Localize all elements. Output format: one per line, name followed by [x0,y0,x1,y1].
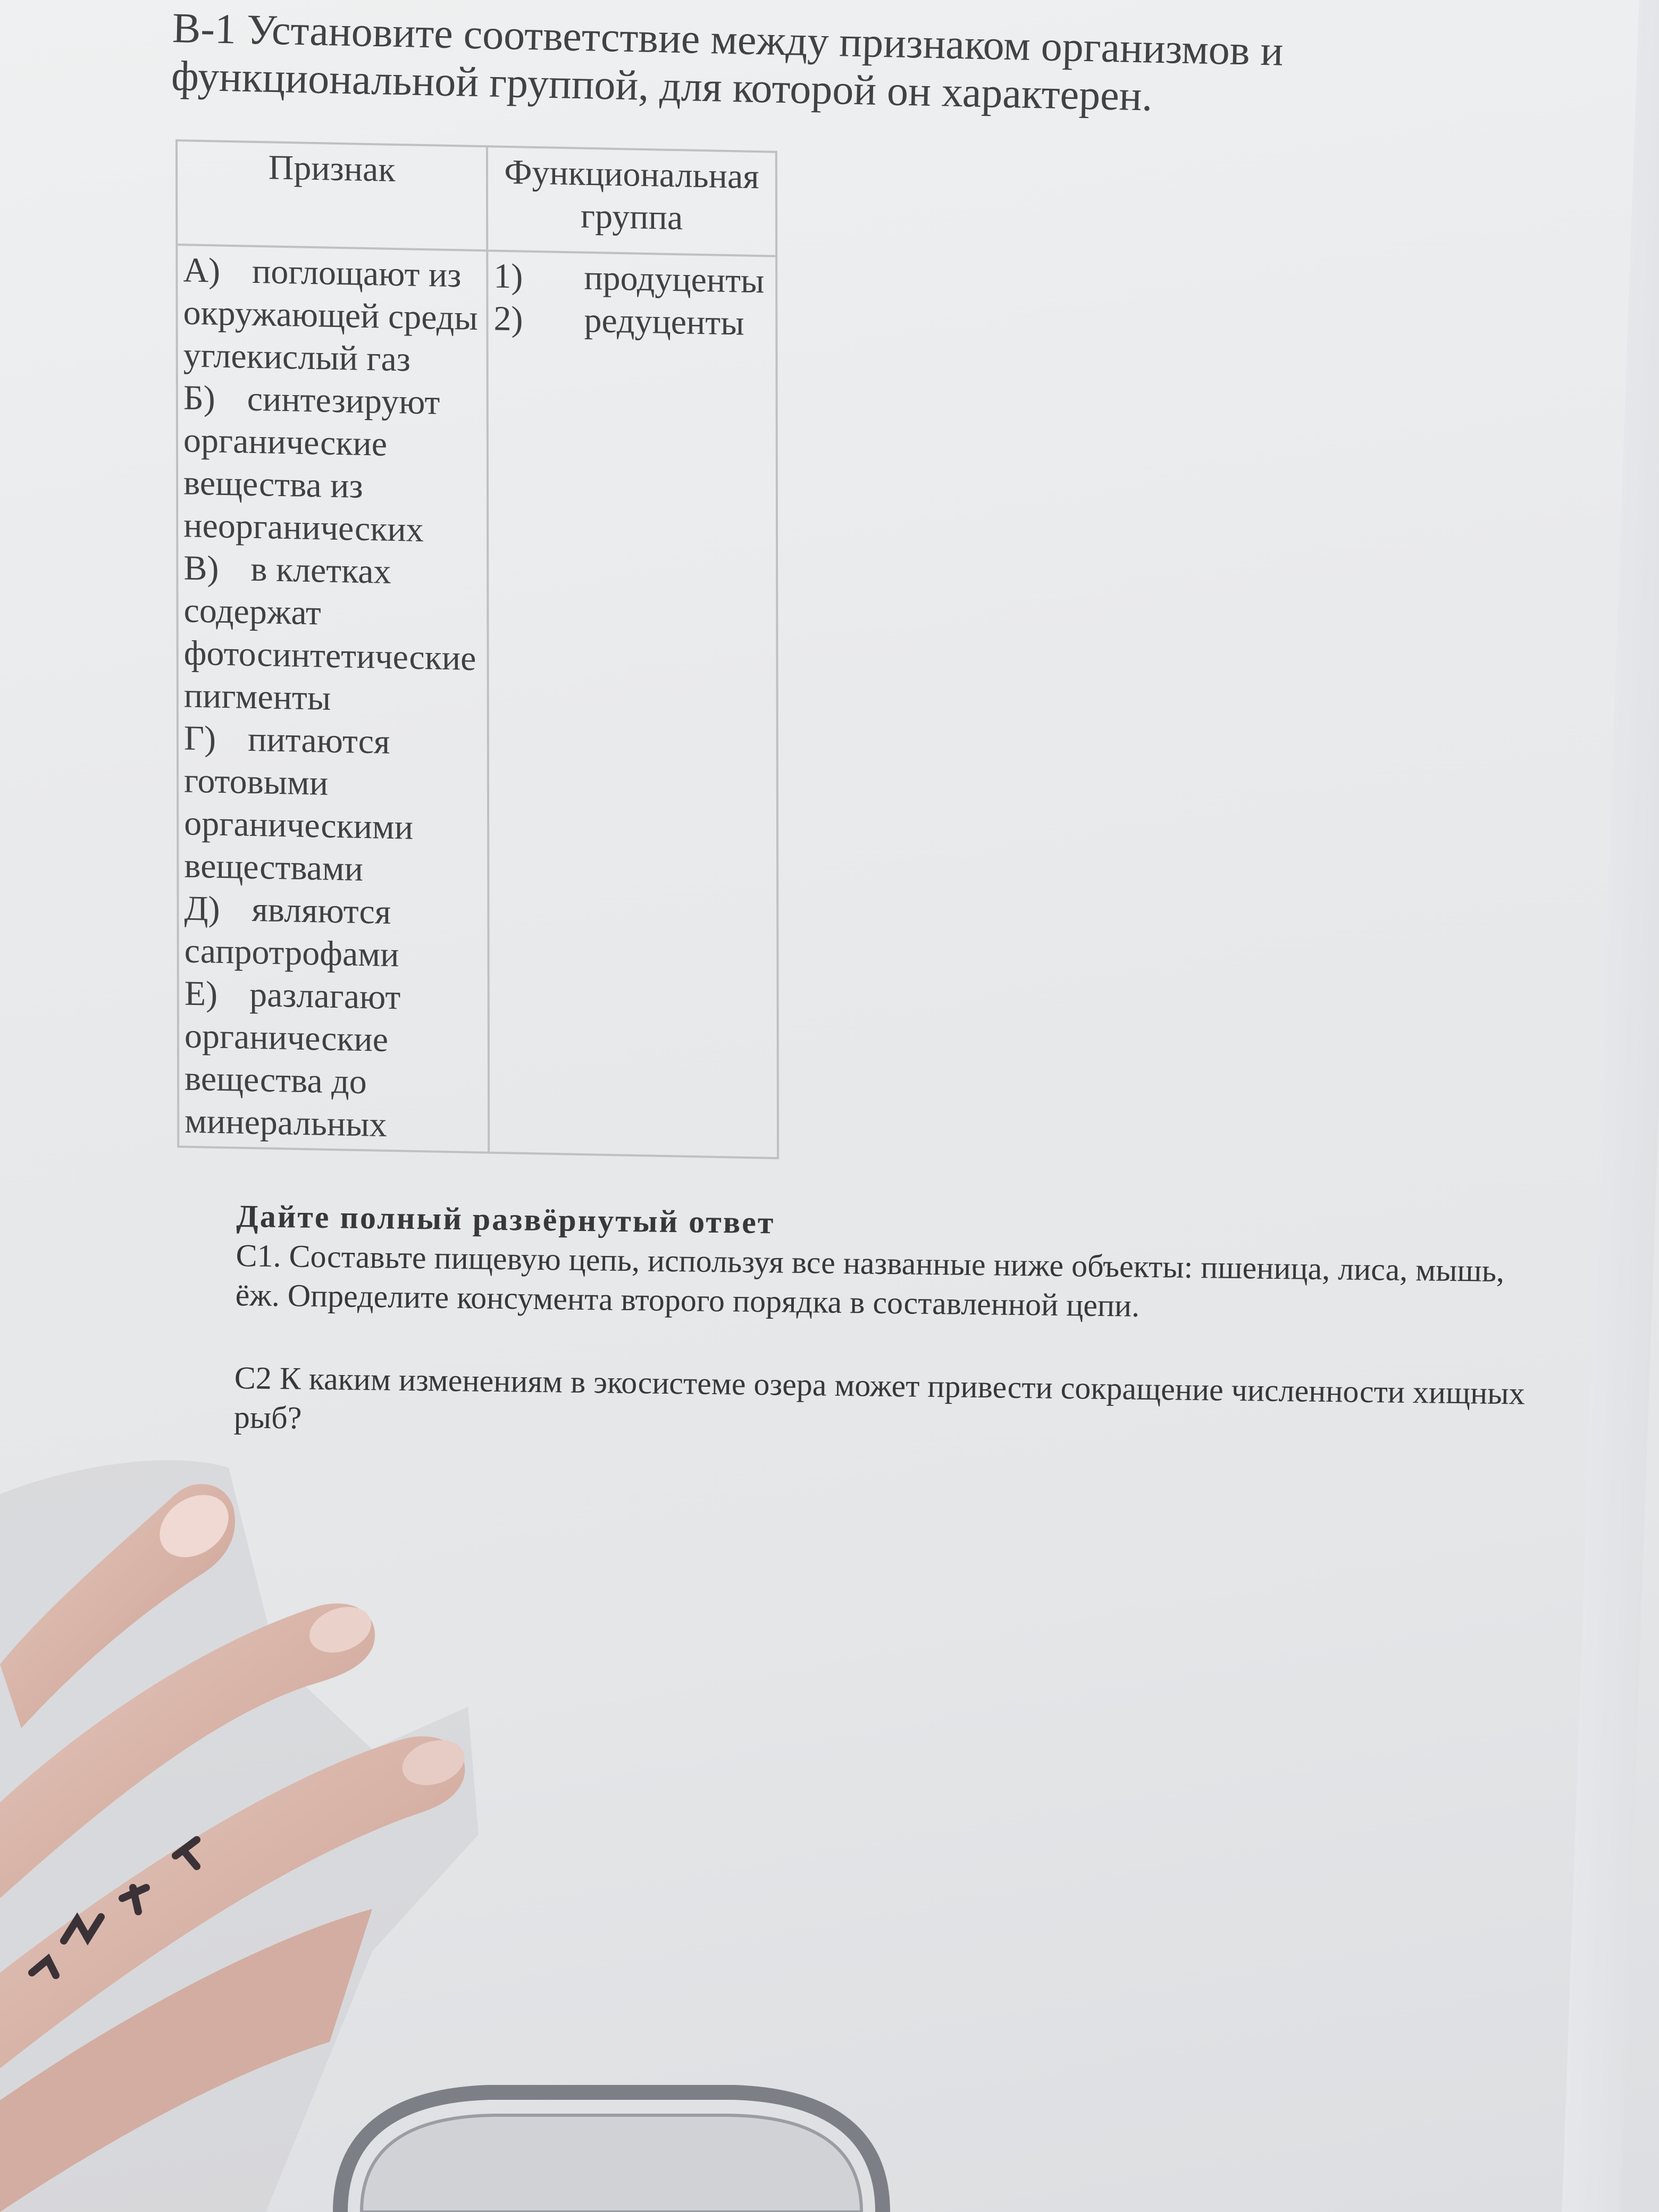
feature-letter: В) [183,548,219,588]
feature-item [185,973,482,1149]
group-text: редуценты [584,300,744,343]
feature-item [184,717,482,893]
feature-text: в клетках содержат фотосинтетические пигменты [183,549,476,718]
feature-text: синтезируют органические вещества из неорганических [183,379,440,550]
part-c-section [233,1196,1549,1453]
feature-text: поглощают из окружающей среды углекислый газ [183,252,478,379]
header-feature: Признак [177,140,487,250]
group-item [493,298,770,346]
feature-letter: Г) [183,718,216,758]
feature-letter: Е) [184,974,218,1013]
feature-text: разлагают органические вещества до минеральных [184,975,401,1144]
feature-item [183,249,481,382]
features-cell [177,245,489,1153]
header-group: Функциональная группа [487,146,776,256]
task-title: В-1 Установите соответствие между признаком организмов и функциональной группой, для которой он характерен. [171,4,1284,120]
question-c1: С1. Составьте пищевую цепь, используя все названные ниже объекты: пшеница, лиса, мышь, ёж. Определите консумента второго порядка в составленной цепи. [235,1237,1505,1323]
groups-cell [487,250,778,1158]
feature-item [183,547,481,723]
matching-table [175,139,779,1159]
feature-text: питаются готовыми органическими веществами [184,719,414,889]
group-number: 1) [493,256,523,296]
feature-item [184,887,482,978]
group-item [493,255,770,303]
matching-table-wrapper [175,139,779,1159]
binder-clip [319,2063,904,2212]
table-header-row [177,140,776,256]
feature-letter: Д) [184,889,220,928]
feature-letter: А) [183,250,221,290]
feature-item [183,376,481,552]
group-number: 2) [493,299,523,339]
part-c-heading: Дайте полный развёрнутый ответ [236,1198,775,1241]
feature-letter: Б) [183,378,215,418]
feature-text: являются сапротрофами [184,890,399,975]
group-text: продуценты [584,258,765,301]
table-body-row [177,245,778,1158]
question-c2: С2 К каким изменениям в экосистеме озера может привести сокращение численности хищных рыб? [233,1360,1526,1436]
